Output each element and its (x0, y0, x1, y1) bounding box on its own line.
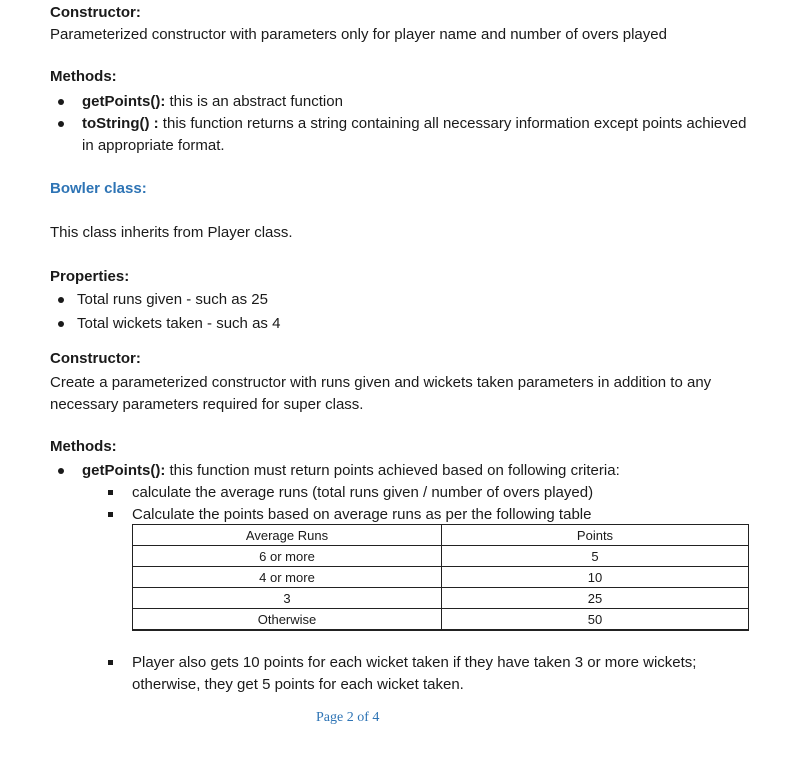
method-name: getPoints(): (82, 93, 166, 110)
property-text: Total wickets taken - such as 4 (77, 315, 281, 332)
bullet-icon (58, 321, 64, 327)
list-item (50, 91, 755, 113)
table-cell: 25 (442, 588, 749, 609)
square-bullet-icon (108, 512, 113, 517)
methods-list (50, 91, 755, 157)
list-item (106, 482, 756, 504)
page-number: Page 2 of 4 (316, 710, 380, 725)
bowler-intro: This class inherits from Player class. (50, 224, 293, 241)
square-bullet-icon (108, 660, 113, 665)
list-item (50, 113, 755, 157)
table-row (133, 588, 749, 609)
table-row (133, 546, 749, 567)
table-cell: 5 (442, 546, 749, 567)
method-description: this is an abstract function (165, 93, 343, 110)
bullet-icon (58, 297, 64, 303)
list-item (106, 652, 756, 696)
table-cell: 6 or more (133, 546, 442, 567)
method-description: this function must return points achieved based on following criteria: (165, 462, 620, 479)
table-header: Average Runs (133, 525, 442, 546)
constructor-text: Create a parameterized constructor with runs given and wickets taken parameters in addition to any necessary parameters required for super class. (50, 374, 712, 413)
methods-heading: Methods: (50, 438, 117, 455)
method-name: toString() : (82, 115, 159, 132)
bullet-icon (58, 121, 64, 127)
constructor-text: Parameterized constructor with parameters only for player name and number of overs played (50, 26, 667, 43)
table-header-row (133, 525, 749, 546)
bullet-icon (58, 468, 64, 474)
bowler-class-heading: Bowler class: (50, 180, 147, 197)
bullet-icon (58, 99, 64, 105)
criteria-text: Player also gets 10 points for each wicket taken if they have taken 3 or more wickets; otherwise, they get 5 points for each wicket taken. (132, 654, 697, 693)
criteria-list (106, 652, 756, 696)
property-text: Total runs given - such as 25 (77, 291, 268, 308)
table-cell: 4 or more (133, 567, 442, 588)
table-header: Points (442, 525, 749, 546)
square-bullet-icon (108, 490, 113, 495)
methods-list (50, 460, 755, 482)
criteria-text: Calculate the points based on average runs as per the following table (132, 506, 592, 523)
table-cell: 50 (442, 609, 749, 631)
properties-heading: Properties: (50, 268, 130, 285)
table-row (133, 567, 749, 588)
constructor-heading: Constructor: (50, 350, 141, 367)
constructor-heading: Constructor: (50, 4, 141, 21)
methods-heading: Methods: (50, 68, 117, 85)
points-table (132, 524, 749, 631)
list-item (106, 504, 756, 526)
criteria-text: calculate the average runs (total runs given / number of overs played) (132, 484, 594, 501)
properties-list (50, 289, 755, 335)
list-item (50, 289, 755, 311)
criteria-list (106, 482, 756, 526)
list-item (50, 313, 755, 335)
method-description: this function returns a string containing all necessary information except points achieved in appropriate format. (82, 115, 747, 154)
table-cell: Otherwise (133, 609, 442, 631)
table-cell: 10 (442, 567, 749, 588)
table-cell: 3 (133, 588, 442, 609)
table-row (133, 609, 749, 631)
method-name: getPoints(): (82, 462, 166, 479)
list-item (50, 460, 755, 482)
